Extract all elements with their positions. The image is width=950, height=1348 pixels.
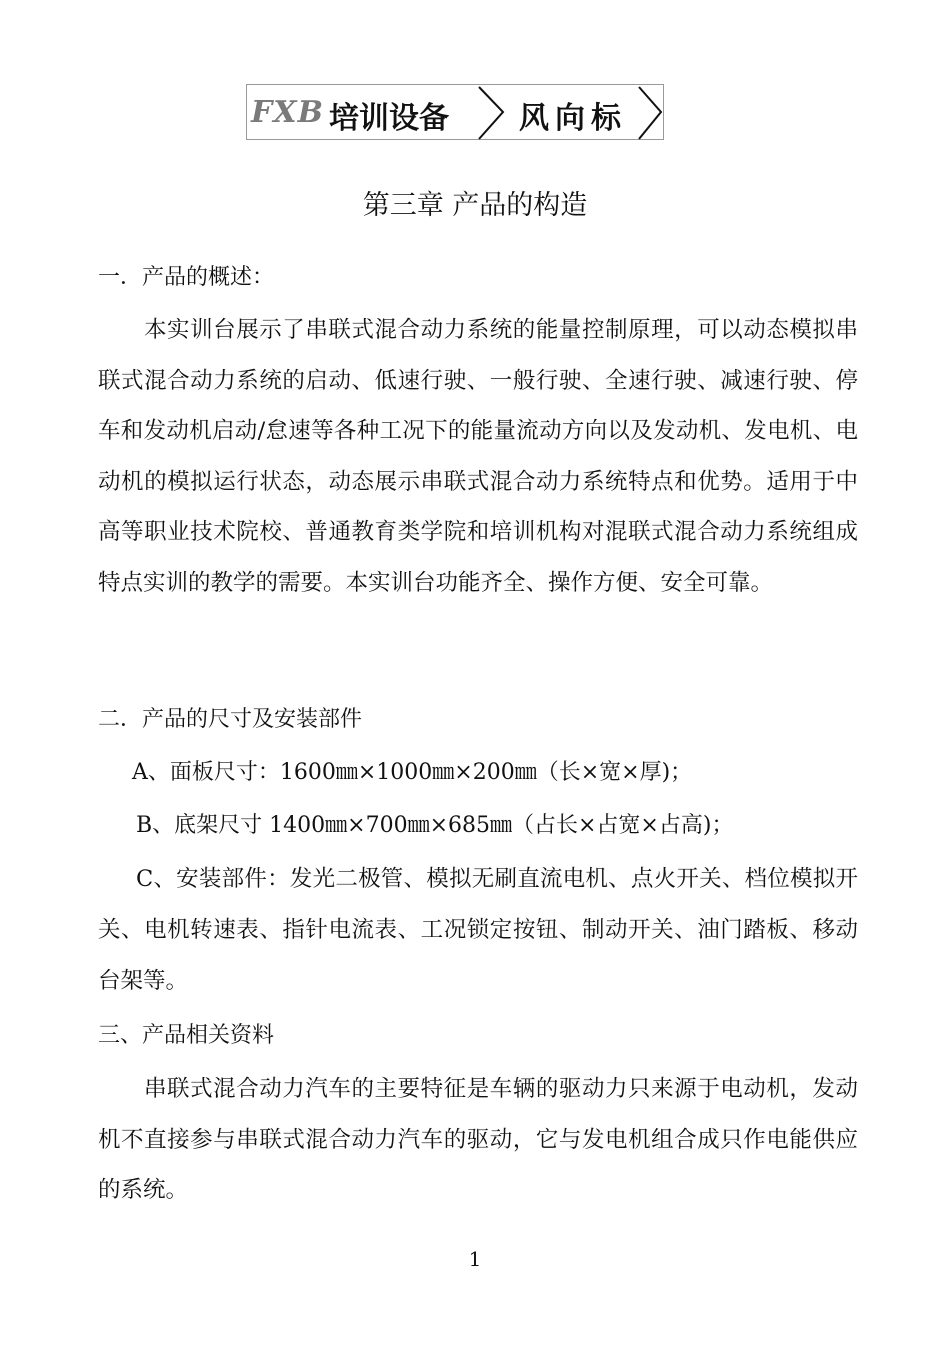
section-2-item-c: C、安装部件：发光二极管、模拟无刷直流电机、点火开关、档位模拟开关、电机转速表、指针电流表、工况锁定按钮、制动开关、油门踏板、移动台架等。 bbox=[98, 866, 858, 994]
section-1-paragraph: 本实训台展示了串联式混合动力系统的能量控制原理，可以动态模拟串联式混合动力系统的启动、低速行驶、一般行驶、全速行驶、减速行驶、停车和发动机启动/怠速等各种工况下的能量流动方向以及发动机、发电机、电动机的模拟运行状态，动态展示串联式混合动力系统特点和优势。适用于中高等职业技术院校、普通教育类学院和培训机构对混联式混合动力系统组成特点实训的教学的需要。本实训台功能齐全、操作方便、安全可靠。 bbox=[98, 317, 858, 596]
section-1-heading: 一．产品的概述： bbox=[98, 265, 275, 290]
section-2-item-b: B、底架尺寸 1400㎜×700㎜×685㎜（占长×占宽×占高)； bbox=[136, 813, 734, 838]
logo-left-text: 培训设备 bbox=[329, 101, 449, 136]
logo-arrow-icon bbox=[635, 85, 665, 141]
page-number: 1 bbox=[468, 1247, 482, 1271]
brand-logo bbox=[246, 84, 664, 140]
section-2-heading: 二．产品的尺寸及安装部件 bbox=[98, 707, 363, 732]
logo-brand-text: FXB bbox=[251, 95, 324, 130]
section-3-paragraph: 串联式混合动力汽车的主要特征是车辆的驱动力只来源于电动机，发动机不直接参与串联式混合动力汽车的驱动，它与发电机组合成只作电能供应的系统。 bbox=[98, 1076, 858, 1203]
logo-right-text: 风向标 bbox=[519, 101, 627, 136]
section-3-heading: 三、产品相关资料 bbox=[98, 1023, 275, 1048]
section-2-item-a: A、面板尺寸：1600㎜×1000㎜×200㎜（长×宽×厚)； bbox=[132, 760, 693, 785]
logo-chevron-icon bbox=[475, 85, 515, 141]
chapter-title: 第三章 产品的构造 bbox=[362, 190, 588, 221]
